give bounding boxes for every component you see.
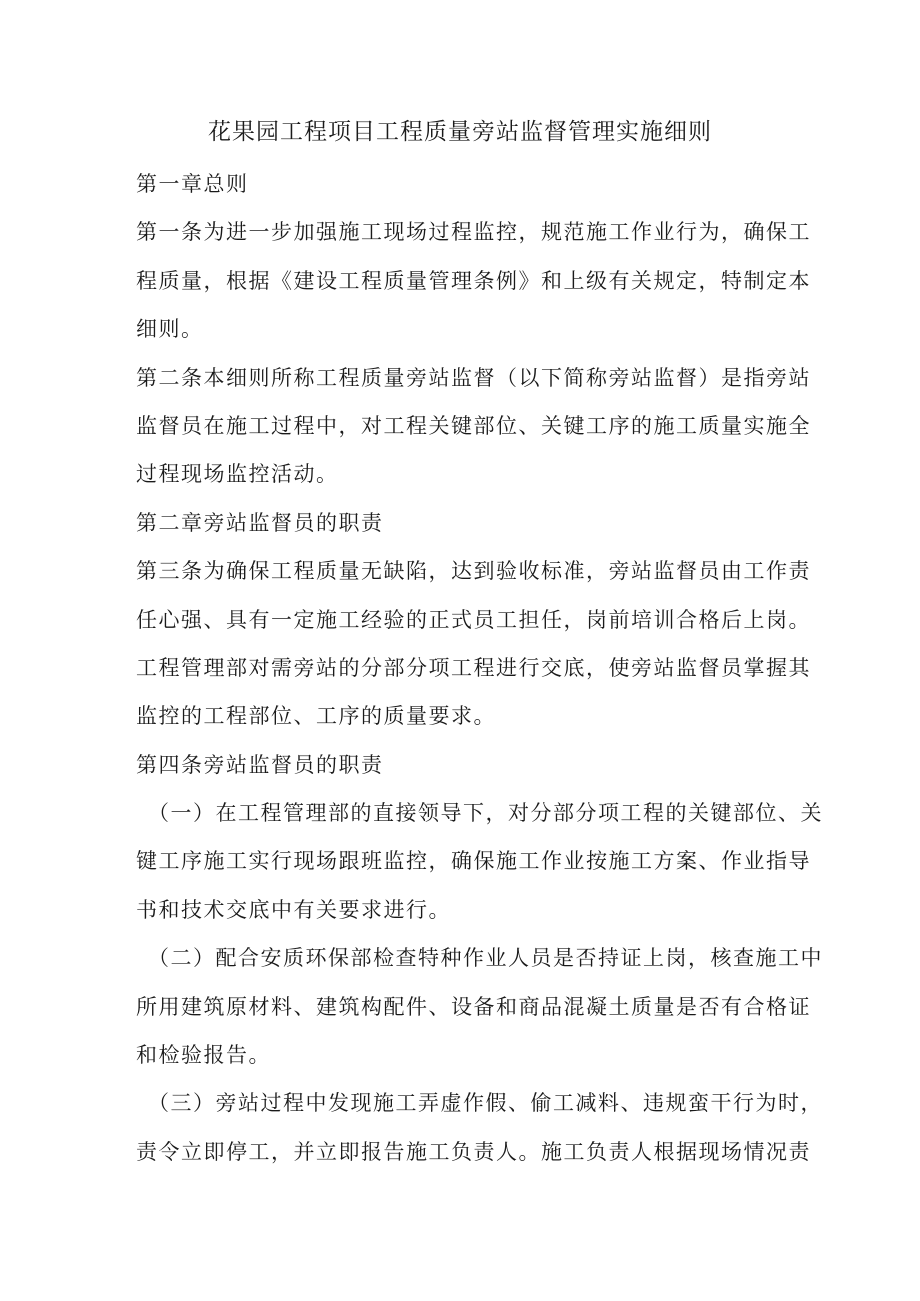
body-line: 第一条为进一步加强施工现场过程监控，规范施工作业行为，确保工 <box>136 220 811 245</box>
body-line: 程质量，根据《建设工程质量管理条例》和上级有关规定，特制定本 <box>136 268 811 293</box>
body-line: 工程管理部对需旁站的分部分项工程进行交底，使旁站监督员掌握其 <box>136 655 811 680</box>
body-line: 和检验报告。 <box>136 1043 271 1068</box>
body-line: 监控的工程部位、工序的质量要求。 <box>136 704 496 729</box>
body-line: 细则。 <box>136 317 204 342</box>
body-line: （一）在工程管理部的直接领导下，对分部分项工程的关键部位、关 <box>148 801 823 826</box>
body-line: （三）旁站过程中发现施工弄虚作假、偷工减料、违规蛮干行为时， <box>148 1091 823 1116</box>
body-line: （二）配合安质环保部检查特种作业人员是否持证上岗，核查施工中 <box>148 946 823 971</box>
body-line: 第二条本细则所称工程质量旁站监督（以下简称旁站监督）是指旁站 <box>136 365 811 390</box>
document-body <box>136 160 823 1176</box>
body-line: 监督员在施工过程中，对工程关键部位、关键工序的施工质量实施全 <box>136 413 811 438</box>
body-line: 第一章总则 <box>136 172 249 196</box>
body-line: 任心强、具有一定施工经验的正式员工担任，岗前培训合格后上岗。 <box>136 607 811 632</box>
body-line: 书和技术交底中有关要求进行。 <box>136 897 451 922</box>
body-line: 所用建筑原材料、建筑构配件、设备和商品混凝土质量是否有合格证 <box>136 994 811 1019</box>
body-line: 责令立即停工，并立即报告施工负责人。施工负责人根据现场情况责 <box>136 1139 811 1164</box>
document-title: 花果园工程项目工程质量旁站监督管理实施细则 <box>208 119 712 145</box>
body-line: 过程现场监控活动。 <box>136 462 339 487</box>
body-line: 第三条为确保工程质量无缺陷，达到验收标准，旁站监督员由工作责 <box>136 559 811 584</box>
body-line: 键工序施工实行现场跟班监控，确保施工作业按施工方案、作业指导 <box>136 849 811 874</box>
body-line: 第四条旁站监督员的职责 <box>136 752 384 777</box>
body-line: 第二章旁站监督员的职责 <box>136 510 384 535</box>
